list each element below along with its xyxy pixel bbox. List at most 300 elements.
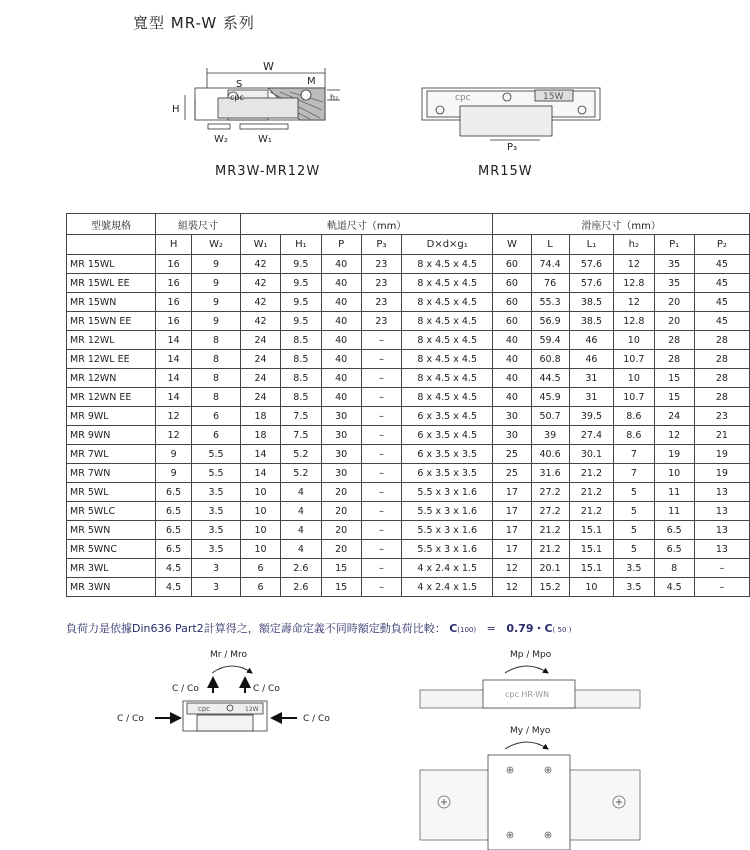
header-row-columns bbox=[67, 235, 750, 255]
value-cell: 30 bbox=[493, 426, 531, 445]
table-row bbox=[67, 350, 750, 369]
note-c-left-sub: (100) bbox=[457, 626, 477, 634]
label-c-top-right: C / Co bbox=[253, 684, 280, 694]
value-cell: 6 bbox=[240, 578, 280, 597]
value-cell: 42 bbox=[240, 312, 280, 331]
value-cell: 8 x 4.5 x 4.5 bbox=[402, 312, 493, 331]
value-cell: 6 bbox=[240, 559, 280, 578]
value-cell: 23 bbox=[361, 312, 401, 331]
value-cell: 8 bbox=[192, 350, 241, 369]
label-c-left: C / Co bbox=[117, 714, 144, 724]
value-cell: 13 bbox=[694, 502, 749, 521]
value-cell: 10 bbox=[569, 578, 614, 597]
value-cell: 28 bbox=[694, 369, 749, 388]
value-cell: 25 bbox=[493, 445, 531, 464]
value-cell: 20 bbox=[321, 502, 361, 521]
value-cell: 40 bbox=[321, 331, 361, 350]
value-cell: 8.6 bbox=[614, 426, 654, 445]
model-cell: MR 3WN bbox=[67, 578, 156, 597]
table-row bbox=[67, 255, 750, 274]
value-cell: 8 x 4.5 x 4.5 bbox=[402, 388, 493, 407]
value-cell: 21.2 bbox=[569, 483, 614, 502]
value-cell: 6 bbox=[192, 407, 241, 426]
value-cell: 7.5 bbox=[281, 407, 321, 426]
value-cell: 9 bbox=[192, 293, 241, 312]
value-cell: – bbox=[694, 578, 749, 597]
table-row bbox=[67, 274, 750, 293]
value-cell: 7.5 bbox=[281, 426, 321, 445]
model-cell: MR 15WL EE bbox=[67, 274, 156, 293]
value-cell: 6.5 bbox=[156, 540, 192, 559]
value-cell: – bbox=[361, 445, 401, 464]
value-cell: 9 bbox=[192, 312, 241, 331]
value-cell: 20.1 bbox=[531, 559, 569, 578]
value-cell: 8 x 4.5 x 4.5 bbox=[402, 293, 493, 312]
header-col: h₂ bbox=[614, 235, 654, 255]
value-cell: 8 bbox=[192, 331, 241, 350]
value-cell: 35 bbox=[654, 255, 694, 274]
value-cell: 3.5 bbox=[192, 483, 241, 502]
value-cell: – bbox=[361, 483, 401, 502]
value-cell: 12 bbox=[654, 426, 694, 445]
value-cell: 3 bbox=[192, 559, 241, 578]
table-row bbox=[67, 483, 750, 502]
my-rail-top bbox=[420, 755, 640, 850]
value-cell: 20 bbox=[321, 483, 361, 502]
value-cell: 5 bbox=[614, 540, 654, 559]
mp-rail-text: cpc HR-WN bbox=[505, 690, 550, 699]
value-cell: 14 bbox=[156, 350, 192, 369]
model-cell: MR 7WL bbox=[67, 445, 156, 464]
value-cell: 5.5 x 3 x 1.6 bbox=[402, 483, 493, 502]
block-cpc: cpc bbox=[230, 93, 244, 102]
value-cell: 40 bbox=[321, 274, 361, 293]
note-text: 負荷力是依據Din636 Part2計算得之，額定壽命定義不同時額定動負荷比較： bbox=[66, 622, 446, 635]
value-cell: 56.9 bbox=[531, 312, 569, 331]
value-cell: 8.5 bbox=[281, 369, 321, 388]
value-cell: 27.2 bbox=[531, 502, 569, 521]
header-col: W₂ bbox=[192, 235, 241, 255]
header-assembly: 組裝尺寸 bbox=[156, 214, 241, 235]
table-row bbox=[67, 407, 750, 426]
value-cell: 12 bbox=[493, 559, 531, 578]
value-cell: 28 bbox=[694, 331, 749, 350]
value-cell: 38.5 bbox=[569, 293, 614, 312]
value-cell: 21 bbox=[694, 426, 749, 445]
value-cell: 30.1 bbox=[569, 445, 614, 464]
value-cell: 7 bbox=[614, 445, 654, 464]
value-cell: – bbox=[361, 559, 401, 578]
label-h: H bbox=[172, 104, 180, 115]
value-cell: 40 bbox=[493, 350, 531, 369]
header-col: L bbox=[531, 235, 569, 255]
value-cell: 14 bbox=[156, 388, 192, 407]
value-cell: 4.5 bbox=[156, 578, 192, 597]
block-size-15w: 15W bbox=[543, 92, 564, 102]
model-cell: MR 12WL EE bbox=[67, 350, 156, 369]
value-cell: 3.5 bbox=[192, 521, 241, 540]
value-cell: 50.7 bbox=[531, 407, 569, 426]
table-row bbox=[67, 369, 750, 388]
model-cell: MR 5WN bbox=[67, 521, 156, 540]
value-cell: 15 bbox=[654, 388, 694, 407]
value-cell: 14 bbox=[240, 445, 280, 464]
value-cell: – bbox=[361, 502, 401, 521]
value-cell: 42 bbox=[240, 274, 280, 293]
value-cell: 5.2 bbox=[281, 464, 321, 483]
value-cell: 6.5 bbox=[156, 502, 192, 521]
value-cell: 28 bbox=[694, 388, 749, 407]
value-cell: 27.4 bbox=[569, 426, 614, 445]
value-cell: 6 x 3.5 x 3.5 bbox=[402, 445, 493, 464]
value-cell: 8 x 4.5 x 4.5 bbox=[402, 274, 493, 293]
value-cell: – bbox=[361, 350, 401, 369]
value-cell: 20 bbox=[321, 521, 361, 540]
value-cell: 5 bbox=[614, 502, 654, 521]
value-cell: 6 bbox=[192, 426, 241, 445]
value-cell: 46 bbox=[569, 331, 614, 350]
value-cell: 24 bbox=[240, 388, 280, 407]
value-cell: 19 bbox=[654, 445, 694, 464]
value-cell: 45 bbox=[694, 255, 749, 274]
value-cell: 12 bbox=[493, 578, 531, 597]
value-cell: 24 bbox=[240, 350, 280, 369]
value-cell: 30 bbox=[321, 407, 361, 426]
value-cell: – bbox=[361, 388, 401, 407]
value-cell: 23 bbox=[361, 255, 401, 274]
value-cell: 4 x 2.4 x 1.5 bbox=[402, 578, 493, 597]
value-cell: 45 bbox=[694, 274, 749, 293]
header-row-groups bbox=[67, 214, 750, 235]
value-cell: 8 bbox=[192, 388, 241, 407]
value-cell: – bbox=[694, 559, 749, 578]
value-cell: 7 bbox=[614, 464, 654, 483]
value-cell: 76 bbox=[531, 274, 569, 293]
value-cell: – bbox=[361, 464, 401, 483]
value-cell: 24 bbox=[654, 407, 694, 426]
value-cell: 24 bbox=[240, 369, 280, 388]
value-cell: 23 bbox=[361, 274, 401, 293]
value-cell: 10.7 bbox=[614, 388, 654, 407]
value-cell: 8.5 bbox=[281, 350, 321, 369]
table-row bbox=[67, 331, 750, 350]
value-cell: 5 bbox=[614, 483, 654, 502]
table-row bbox=[67, 388, 750, 407]
value-cell: 17 bbox=[493, 502, 531, 521]
value-cell: 9.5 bbox=[281, 293, 321, 312]
header-col: P₁ bbox=[654, 235, 694, 255]
value-cell: 40 bbox=[493, 331, 531, 350]
value-cell: 4.5 bbox=[654, 578, 694, 597]
header-col: P bbox=[321, 235, 361, 255]
value-cell: 9 bbox=[192, 274, 241, 293]
value-cell: 40 bbox=[493, 388, 531, 407]
value-cell: 40 bbox=[321, 255, 361, 274]
note-c-left: C bbox=[449, 622, 458, 635]
value-cell: 15.2 bbox=[531, 578, 569, 597]
value-cell: 15.1 bbox=[569, 521, 614, 540]
value-cell: 55.3 bbox=[531, 293, 569, 312]
table-row bbox=[67, 293, 750, 312]
value-cell: 45.9 bbox=[531, 388, 569, 407]
value-cell: 10 bbox=[614, 331, 654, 350]
value-cell: 74.4 bbox=[531, 255, 569, 274]
value-cell: 40 bbox=[321, 369, 361, 388]
value-cell: 15.1 bbox=[569, 540, 614, 559]
value-cell: 38.5 bbox=[569, 312, 614, 331]
table-row bbox=[67, 426, 750, 445]
value-cell: 40 bbox=[321, 388, 361, 407]
header-col: D×d×g₁ bbox=[402, 235, 493, 255]
value-cell: 8.5 bbox=[281, 331, 321, 350]
value-cell: 12 bbox=[156, 407, 192, 426]
value-cell: 6 x 3.5 x 4.5 bbox=[402, 426, 493, 445]
value-cell: 3.5 bbox=[614, 559, 654, 578]
value-cell: 10 bbox=[654, 464, 694, 483]
block-cpc-right: cpc bbox=[455, 93, 471, 103]
model-cell: MR 9WL bbox=[67, 407, 156, 426]
mr15w-top-view bbox=[422, 88, 600, 140]
value-cell: 10 bbox=[240, 540, 280, 559]
value-cell: 14 bbox=[240, 464, 280, 483]
value-cell: 15 bbox=[321, 578, 361, 597]
header-col: H bbox=[156, 235, 192, 255]
cross-section-diagrams bbox=[0, 40, 750, 200]
mr-arc-arrow bbox=[212, 666, 252, 673]
value-cell: 14 bbox=[156, 331, 192, 350]
mp-arc-arrow bbox=[505, 666, 548, 673]
value-cell: 17 bbox=[493, 521, 531, 540]
value-cell: 11 bbox=[654, 483, 694, 502]
value-cell: – bbox=[361, 407, 401, 426]
model-cell: MR 12WL bbox=[67, 331, 156, 350]
value-cell: 23 bbox=[694, 407, 749, 426]
my-arc-arrow bbox=[505, 742, 548, 749]
value-cell: 8.5 bbox=[281, 388, 321, 407]
value-cell: 19 bbox=[694, 464, 749, 483]
label-h2: h₂ bbox=[330, 93, 339, 102]
value-cell: 45 bbox=[694, 293, 749, 312]
value-cell: 28 bbox=[654, 350, 694, 369]
mr3w-cross-section bbox=[185, 68, 340, 129]
value-cell: 60 bbox=[493, 312, 531, 331]
value-cell: 9 bbox=[192, 255, 241, 274]
value-cell: 31.6 bbox=[531, 464, 569, 483]
value-cell: 16 bbox=[156, 312, 192, 331]
value-cell: 39 bbox=[531, 426, 569, 445]
value-cell: 6.5 bbox=[156, 521, 192, 540]
value-cell: 11 bbox=[654, 502, 694, 521]
table-row bbox=[67, 445, 750, 464]
value-cell: 42 bbox=[240, 255, 280, 274]
caption-mr15w: MR15W bbox=[478, 164, 533, 179]
label-p3: P₃ bbox=[507, 142, 518, 153]
value-cell: 10 bbox=[614, 369, 654, 388]
label-m: M bbox=[307, 76, 316, 87]
value-cell: 14 bbox=[156, 369, 192, 388]
value-cell: 8 x 4.5 x 4.5 bbox=[402, 331, 493, 350]
value-cell: 20 bbox=[654, 312, 694, 331]
value-cell: 8.6 bbox=[614, 407, 654, 426]
label-w1: W₁ bbox=[258, 134, 272, 145]
value-cell: 60 bbox=[493, 274, 531, 293]
value-cell: 13 bbox=[694, 540, 749, 559]
value-cell: – bbox=[361, 331, 401, 350]
value-cell: 20 bbox=[321, 540, 361, 559]
model-cell: MR 7WN bbox=[67, 464, 156, 483]
value-cell: 39.5 bbox=[569, 407, 614, 426]
value-cell: – bbox=[361, 540, 401, 559]
label-mr: Mr / Mro bbox=[210, 650, 247, 660]
model-cell: MR 12WN EE bbox=[67, 388, 156, 407]
value-cell: 4 bbox=[281, 521, 321, 540]
value-cell: 6 x 3.5 x 3.5 bbox=[402, 464, 493, 483]
value-cell: 9 bbox=[156, 464, 192, 483]
value-cell: 9.5 bbox=[281, 274, 321, 293]
value-cell: 5.5 x 3 x 1.6 bbox=[402, 540, 493, 559]
value-cell: 31 bbox=[569, 369, 614, 388]
header-blank bbox=[67, 235, 156, 255]
value-cell: – bbox=[361, 521, 401, 540]
value-cell: 44.5 bbox=[531, 369, 569, 388]
value-cell: 12 bbox=[156, 426, 192, 445]
value-cell: 12 bbox=[614, 293, 654, 312]
value-cell: 16 bbox=[156, 255, 192, 274]
value-cell: 3 bbox=[192, 578, 241, 597]
value-cell: 40.6 bbox=[531, 445, 569, 464]
value-cell: 60 bbox=[493, 255, 531, 274]
value-cell: 46 bbox=[569, 350, 614, 369]
value-cell: 5.5 x 3 x 1.6 bbox=[402, 521, 493, 540]
value-cell: 21.2 bbox=[569, 464, 614, 483]
value-cell: 28 bbox=[694, 350, 749, 369]
header-col: W₁ bbox=[240, 235, 280, 255]
label-mp: Mp / Mpo bbox=[510, 650, 552, 660]
value-cell: – bbox=[361, 426, 401, 445]
value-cell: 6.5 bbox=[156, 483, 192, 502]
value-cell: 10 bbox=[240, 483, 280, 502]
label-w: W bbox=[263, 60, 274, 73]
value-cell: 3.5 bbox=[614, 578, 654, 597]
load-note bbox=[66, 620, 571, 636]
value-cell: 5.2 bbox=[281, 445, 321, 464]
value-cell: 40 bbox=[493, 369, 531, 388]
model-cell: MR 3WL bbox=[67, 559, 156, 578]
value-cell: 2.6 bbox=[281, 559, 321, 578]
value-cell: 17 bbox=[493, 483, 531, 502]
value-cell: 40 bbox=[321, 350, 361, 369]
load-block-size: 12W bbox=[245, 706, 259, 713]
value-cell: 4 x 2.4 x 1.5 bbox=[402, 559, 493, 578]
value-cell: 20 bbox=[654, 293, 694, 312]
table-row bbox=[67, 521, 750, 540]
value-cell: 45 bbox=[694, 312, 749, 331]
value-cell: 3.5 bbox=[192, 540, 241, 559]
value-cell: – bbox=[361, 369, 401, 388]
value-cell: 21.2 bbox=[531, 540, 569, 559]
value-cell: – bbox=[361, 578, 401, 597]
value-cell: 10.7 bbox=[614, 350, 654, 369]
value-cell: 57.6 bbox=[569, 255, 614, 274]
value-cell: 6.5 bbox=[654, 521, 694, 540]
value-cell: 10 bbox=[240, 502, 280, 521]
value-cell: 31 bbox=[569, 388, 614, 407]
value-cell: 21.2 bbox=[569, 502, 614, 521]
value-cell: 5.5 bbox=[192, 464, 241, 483]
header-col: P₂ bbox=[694, 235, 749, 255]
value-cell: 4 bbox=[281, 483, 321, 502]
label-c-top-left: C / Co bbox=[172, 684, 199, 694]
value-cell: 25 bbox=[493, 464, 531, 483]
table-row bbox=[67, 540, 750, 559]
label-w2: W₂ bbox=[214, 134, 228, 145]
value-cell: 6 x 3.5 x 4.5 bbox=[402, 407, 493, 426]
model-cell: MR 15WL bbox=[67, 255, 156, 274]
caption-mr3w-mr12w: MR3W-MR12W bbox=[215, 164, 321, 179]
note-factor: 0.79・C bbox=[506, 622, 553, 635]
value-cell: 30 bbox=[321, 426, 361, 445]
value-cell: 30 bbox=[321, 464, 361, 483]
table-row bbox=[67, 559, 750, 578]
table-row bbox=[67, 464, 750, 483]
value-cell: 3.5 bbox=[192, 502, 241, 521]
value-cell: 35 bbox=[654, 274, 694, 293]
value-cell: 12.8 bbox=[614, 312, 654, 331]
value-cell: 15 bbox=[654, 369, 694, 388]
table-body bbox=[67, 255, 750, 597]
value-cell: 23 bbox=[361, 293, 401, 312]
table-row bbox=[67, 502, 750, 521]
value-cell: 15 bbox=[321, 559, 361, 578]
label-my: My / Myo bbox=[510, 726, 551, 736]
value-cell: 9 bbox=[156, 445, 192, 464]
value-cell: 10 bbox=[240, 521, 280, 540]
value-cell: 5.5 bbox=[192, 445, 241, 464]
value-cell: 12 bbox=[614, 255, 654, 274]
value-cell: 24 bbox=[240, 331, 280, 350]
value-cell: 18 bbox=[240, 426, 280, 445]
value-cell: 21.2 bbox=[531, 521, 569, 540]
value-cell: 40 bbox=[321, 312, 361, 331]
value-cell: 57.6 bbox=[569, 274, 614, 293]
value-cell: 28 bbox=[654, 331, 694, 350]
model-cell: MR 9WN bbox=[67, 426, 156, 445]
header-col: H₁ bbox=[281, 235, 321, 255]
value-cell: 4 bbox=[281, 540, 321, 559]
value-cell: 6.5 bbox=[654, 540, 694, 559]
label-s: S bbox=[236, 79, 243, 90]
value-cell: 60.8 bbox=[531, 350, 569, 369]
value-cell: 60 bbox=[493, 293, 531, 312]
model-cell: MR 15WN EE bbox=[67, 312, 156, 331]
value-cell: 13 bbox=[694, 521, 749, 540]
model-cell: MR 5WL bbox=[67, 483, 156, 502]
value-cell: 9.5 bbox=[281, 312, 321, 331]
value-cell: 19 bbox=[694, 445, 749, 464]
value-cell: 5 bbox=[614, 521, 654, 540]
model-cell: MR 5WNC bbox=[67, 540, 156, 559]
spec-table bbox=[66, 213, 750, 597]
table-row bbox=[67, 578, 750, 597]
value-cell: 27.2 bbox=[531, 483, 569, 502]
value-cell: 15.1 bbox=[569, 559, 614, 578]
header-col: W bbox=[493, 235, 531, 255]
header-col: L₁ bbox=[569, 235, 614, 255]
value-cell: 30 bbox=[321, 445, 361, 464]
model-cell: MR 15WN bbox=[67, 293, 156, 312]
value-cell: 9.5 bbox=[281, 255, 321, 274]
table-row bbox=[67, 312, 750, 331]
